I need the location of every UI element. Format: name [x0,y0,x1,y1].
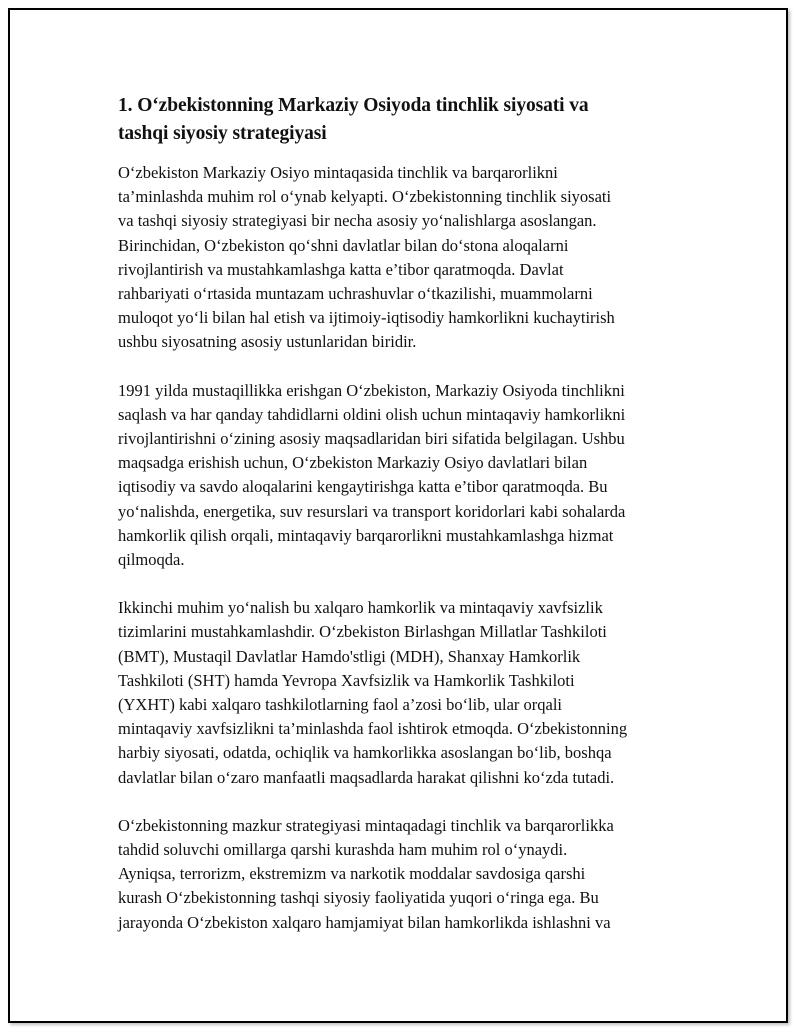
document-body [118,92,698,959]
paragraph-2: 1991 yilda mustaqillikka erishgan O‘zbekiston, Markaziy Osiyoda tinchlikni saqlash va har qanday tahdidlarni oldini olish uchun mintaqaviy hamkorlikni rivojlantirishni o‘zining asosiy maqsadlaridan biri sifatida belgilagan. Ushbu maqsadga erishish uchun, O‘zbekiston Markaziy Osiyo davlatlari bilan iqtisodiy va savdo aloqalarini kengaytirishga katta e’tibor qaratmoqda. Bu yo‘nalishda, energetika, suv resurslari va transport koridorlari kabi sohalarda hamkorlik qilish orqali, mintaqaviy barqarorlikni mustahkamlashga hizmat qilmoqda. [118,380,626,570]
paragraph-4: O‘zbekistonning mazkur strategiyasi mintaqadagi tinchlik va barqarorlikka tahdid soluvchi omillarga qarshi kurashda ham muhim rol o‘ynaydi. Ayniqsa, terrorizm, ekstremizm va narkotik moddalar savdosiga qarshi kurash O‘zbekistonning tashqi siyosiy faoliyatida yuqori o‘ringa ega. Bu jarayonda O‘zbekiston xalqaro hamjamiyat bilan hamkorlikda ishlashni va [118,815,614,932]
section-heading: 1. O‘zbekistonning Markaziy Osiyoda tinchlik siyosati va tashqi siyosiy strategiyasi [118,95,589,144]
paragraph-1: O‘zbekiston Markaziy Osiyo mintaqasida tinchlik va barqarorlikni ta’minlashda muhim rol o‘ynab kelyapti. O‘zbekistonning tinchlik siyosati va tashqi siyosiy strategiyasi bir necha asosiy yo‘nalishlarga asoslangan. Birinchidan, O‘zbekiston qo‘shni davlatlar bilan do‘stona aloqalarni rivojlantirish va mustahkamlashga katta e’tibor qaratmoqda. Davlat rahbariyati o‘rtasida muntazam uchrashuvlar o‘tkazilishi, muammolarni muloqot yo‘li bilan hal etish va ijtimoiy-iqtisodiy hamkorlikni kuchaytirish ushbu siyosatning asosiy ustunlaridan biridir. [118,163,615,352]
paragraph-3: Ikkinchi muhim yo‘nalish bu xalqaro hamkorlik va mintaqaviy xavfsizlik tizimlarini mustahkamlashdir. O‘zbekiston Birlashgan Millatlar Tashkiloti (BMT), Mustaqil Davlatlar Hamdo'stligi (MDH), Shanxay Hamkorlik Tashkiloti (SHT) hamda Yevropa Xavfsizlik va Hamkorlik Tashkiloti (YXHT) kabi xalqaro tashkilotlarning faol a’zosi bo‘lib, ular orqali mintaqaviy xavfsizlikni ta’minlashda faol ishtirok etmoqda. O‘zbekistonning harbiy siyosati, odatda, ochiqlik va hamkorlikka asoslangan bo‘lib, boshqa davlatlar bilan o‘zaro manfaatli maqsadlarda harakat qilishni ko‘zda tutadi. [118,598,628,787]
